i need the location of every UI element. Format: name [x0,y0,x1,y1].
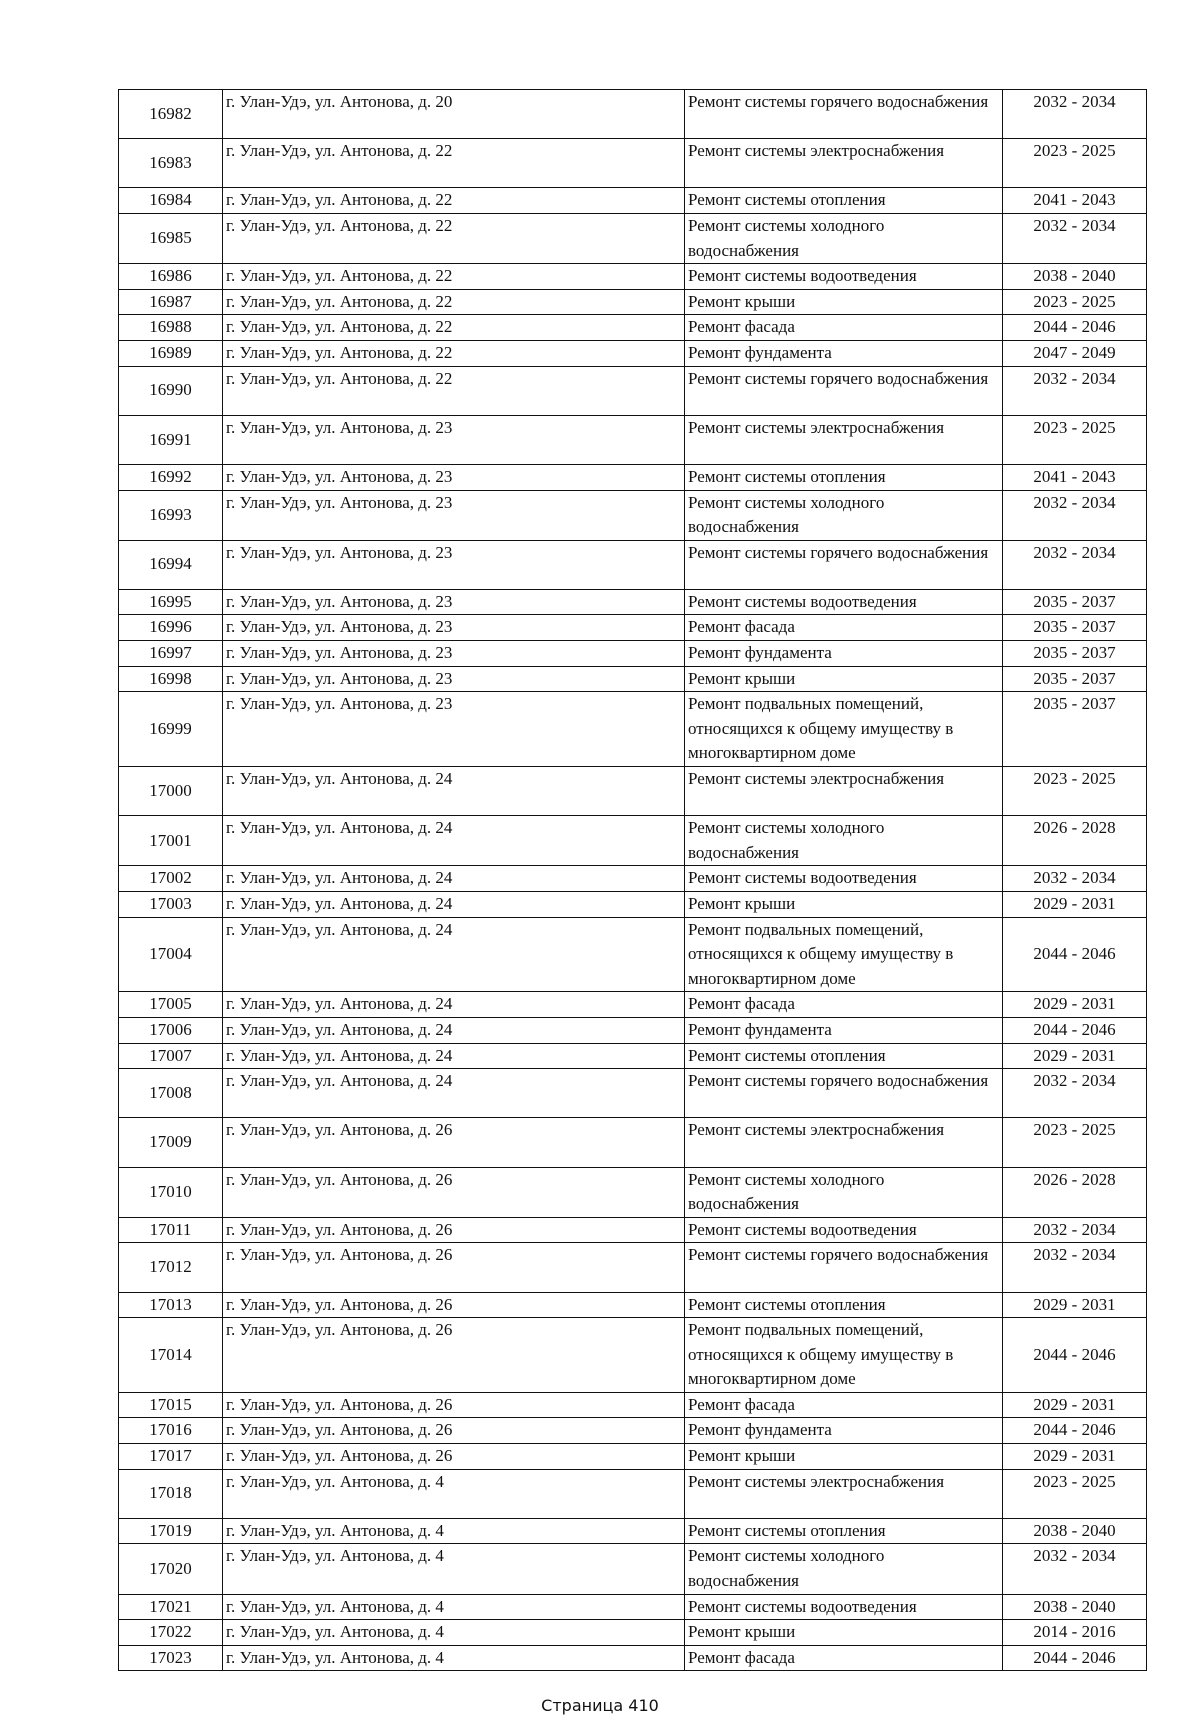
period-cell: 2044 - 2046 [1003,1017,1147,1043]
work-type-cell: Ремонт системы горячего водоснабжения [685,1069,1003,1118]
work-type-cell: Ремонт системы отопления [685,1518,1003,1544]
row-number-cell: 16995 [119,589,223,615]
address-cell: г. Улан-Удэ, ул. Антонова, д. 26 [223,1292,685,1318]
table-row [119,1392,1147,1418]
page-footer [0,1696,1200,1716]
period-cell: 2032 - 2034 [1003,90,1147,139]
table-row [119,139,1147,188]
row-number-cell: 16987 [119,289,223,315]
row-number-cell: 16990 [119,366,223,415]
address-cell: г. Улан-Удэ, ул. Антонова, д. 23 [223,692,685,767]
work-type-cell: Ремонт крыши [685,1620,1003,1646]
work-type-cell: Ремонт системы холодного водоснабжения [685,1544,1003,1594]
table-row [119,589,1147,615]
period-cell: 2035 - 2037 [1003,589,1147,615]
address-cell: г. Улан-Удэ, ул. Антонова, д. 26 [223,1243,685,1292]
table-row [119,1469,1147,1518]
period-cell: 2032 - 2034 [1003,490,1147,540]
work-type-cell: Ремонт системы отопления [685,464,1003,490]
work-type-cell: Ремонт подвальных помещений, относящихся к общему имуществу в многоквартирном доме [685,1318,1003,1393]
row-number-cell: 17015 [119,1392,223,1418]
work-type-cell: Ремонт системы водоотведения [685,1594,1003,1620]
table-row [119,340,1147,366]
work-type-cell: Ремонт системы водоотведения [685,866,1003,892]
address-cell: г. Улан-Удэ, ул. Антонова, д. 23 [223,666,685,692]
row-number-cell: 17005 [119,992,223,1018]
row-number-cell: 17006 [119,1017,223,1043]
work-type-cell: Ремонт фундамента [685,1017,1003,1043]
work-type-cell: Ремонт системы электроснабжения [685,1118,1003,1167]
table-row [119,1318,1147,1393]
period-cell: 2026 - 2028 [1003,816,1147,866]
table-row [119,213,1147,263]
work-type-cell: Ремонт системы горячего водоснабжения [685,540,1003,589]
address-cell: г. Улан-Удэ, ул. Антонова, д. 24 [223,917,685,992]
row-number-cell: 17000 [119,767,223,816]
row-number-cell: 16992 [119,464,223,490]
work-type-cell: Ремонт системы горячего водоснабжения [685,90,1003,139]
period-cell: 2014 - 2016 [1003,1620,1147,1646]
period-cell: 2041 - 2043 [1003,464,1147,490]
table-row [119,1243,1147,1292]
page-number: Страница 410 [541,1696,659,1715]
work-type-cell: Ремонт системы электроснабжения [685,415,1003,464]
work-type-cell: Ремонт подвальных помещений, относящихся к общему имуществу в многоквартирном доме [685,692,1003,767]
row-number-cell: 17007 [119,1043,223,1069]
row-number-cell: 17023 [119,1645,223,1671]
work-type-cell: Ремонт системы холодного водоснабжения [685,1167,1003,1217]
address-cell: г. Улан-Удэ, ул. Антонова, д. 24 [223,767,685,816]
table-row [119,866,1147,892]
period-cell: 2038 - 2040 [1003,1518,1147,1544]
period-cell: 2044 - 2046 [1003,315,1147,341]
row-number-cell: 16994 [119,540,223,589]
period-cell: 2035 - 2037 [1003,615,1147,641]
row-number-cell: 16984 [119,188,223,214]
address-cell: г. Улан-Удэ, ул. Антонова, д. 4 [223,1594,685,1620]
address-cell: г. Улан-Удэ, ул. Антонова, д. 24 [223,866,685,892]
period-cell: 2032 - 2034 [1003,213,1147,263]
table-row [119,289,1147,315]
work-type-cell: Ремонт фасада [685,1392,1003,1418]
table-row [119,90,1147,139]
row-number-cell: 17018 [119,1469,223,1518]
address-cell: г. Улан-Удэ, ул. Антонова, д. 23 [223,415,685,464]
row-number-cell: 17008 [119,1069,223,1118]
period-cell: 2032 - 2034 [1003,1069,1147,1118]
row-number-cell: 16985 [119,213,223,263]
address-cell: г. Улан-Удэ, ул. Антонова, д. 4 [223,1645,685,1671]
row-number-cell: 16993 [119,490,223,540]
table-row [119,1645,1147,1671]
address-cell: г. Улан-Удэ, ул. Антонова, д. 26 [223,1392,685,1418]
work-type-cell: Ремонт фундамента [685,340,1003,366]
work-type-cell: Ремонт крыши [685,892,1003,918]
period-cell: 2032 - 2034 [1003,540,1147,589]
table-row [119,692,1147,767]
table-row [119,615,1147,641]
work-type-cell: Ремонт системы электроснабжения [685,139,1003,188]
work-type-cell: Ремонт системы водоотведения [685,264,1003,290]
work-type-cell: Ремонт подвальных помещений, относящихся к общему имуществу в многоквартирном доме [685,917,1003,992]
period-cell: 2023 - 2025 [1003,1118,1147,1167]
period-cell: 2032 - 2034 [1003,1544,1147,1594]
work-type-cell: Ремонт крыши [685,289,1003,315]
work-type-cell: Ремонт системы водоотведения [685,589,1003,615]
address-cell: г. Улан-Удэ, ул. Антонова, д. 26 [223,1217,685,1243]
period-cell: 2038 - 2040 [1003,1594,1147,1620]
address-cell: г. Улан-Удэ, ул. Антонова, д. 23 [223,540,685,589]
table-row [119,1418,1147,1444]
period-cell: 2047 - 2049 [1003,340,1147,366]
address-cell: г. Улан-Удэ, ул. Антонова, д. 26 [223,1418,685,1444]
address-cell: г. Улан-Удэ, ул. Антонова, д. 22 [223,340,685,366]
address-cell: г. Улан-Удэ, ул. Антонова, д. 22 [223,264,685,290]
row-number-cell: 17021 [119,1594,223,1620]
work-type-cell: Ремонт крыши [685,666,1003,692]
work-type-cell: Ремонт системы электроснабжения [685,767,1003,816]
period-cell: 2044 - 2046 [1003,1418,1147,1444]
table-row [119,1118,1147,1167]
work-type-cell: Ремонт системы отопления [685,188,1003,214]
row-number-cell: 16998 [119,666,223,692]
row-number-cell: 17010 [119,1167,223,1217]
work-type-cell: Ремонт системы горячего водоснабжения [685,366,1003,415]
row-number-cell: 17003 [119,892,223,918]
period-cell: 2044 - 2046 [1003,1645,1147,1671]
work-type-cell: Ремонт фундамента [685,1418,1003,1444]
address-cell: г. Улан-Удэ, ул. Антонова, д. 26 [223,1118,685,1167]
work-type-cell: Ремонт системы холодного водоснабжения [685,816,1003,866]
table-row [119,1594,1147,1620]
table-row [119,415,1147,464]
table-row [119,767,1147,816]
address-cell: г. Улан-Удэ, ул. Антонова, д. 23 [223,615,685,641]
period-cell: 2023 - 2025 [1003,1469,1147,1518]
row-number-cell: 17014 [119,1318,223,1393]
table-row [119,992,1147,1018]
table-row [119,264,1147,290]
period-cell: 2044 - 2046 [1003,917,1147,992]
period-cell: 2029 - 2031 [1003,1392,1147,1418]
period-cell: 2032 - 2034 [1003,866,1147,892]
row-number-cell: 17020 [119,1544,223,1594]
row-number-cell: 17013 [119,1292,223,1318]
period-cell: 2023 - 2025 [1003,767,1147,816]
address-cell: г. Улан-Удэ, ул. Антонова, д. 4 [223,1518,685,1544]
row-number-cell: 17001 [119,816,223,866]
period-cell: 2023 - 2025 [1003,289,1147,315]
address-cell: г. Улан-Удэ, ул. Антонова, д. 24 [223,1043,685,1069]
table-row [119,188,1147,214]
table-row [119,1620,1147,1646]
row-number-cell: 16982 [119,90,223,139]
table-row [119,366,1147,415]
table-row [119,490,1147,540]
table-row [119,666,1147,692]
period-cell: 2035 - 2037 [1003,641,1147,667]
address-cell: г. Улан-Удэ, ул. Антонова, д. 24 [223,992,685,1018]
row-number-cell: 17016 [119,1418,223,1444]
period-cell: 2023 - 2025 [1003,139,1147,188]
table-row [119,1167,1147,1217]
period-cell: 2029 - 2031 [1003,1444,1147,1470]
period-cell: 2023 - 2025 [1003,415,1147,464]
row-number-cell: 17022 [119,1620,223,1646]
period-cell: 2026 - 2028 [1003,1167,1147,1217]
address-cell: г. Улан-Удэ, ул. Антонова, д. 4 [223,1469,685,1518]
address-cell: г. Улан-Удэ, ул. Антонова, д. 24 [223,816,685,866]
address-cell: г. Улан-Удэ, ул. Антонова, д. 22 [223,366,685,415]
table-row [119,892,1147,918]
period-cell: 2041 - 2043 [1003,188,1147,214]
row-number-cell: 17017 [119,1444,223,1470]
work-type-cell: Ремонт крыши [685,1444,1003,1470]
table-row [119,1518,1147,1544]
row-number-cell: 17019 [119,1518,223,1544]
row-number-cell: 16991 [119,415,223,464]
work-type-cell: Ремонт системы электроснабжения [685,1469,1003,1518]
table-row [119,1544,1147,1594]
work-type-cell: Ремонт системы отопления [685,1043,1003,1069]
table-row [119,1043,1147,1069]
row-number-cell: 17002 [119,866,223,892]
address-cell: г. Улан-Удэ, ул. Антонова, д. 26 [223,1444,685,1470]
row-number-cell: 17009 [119,1118,223,1167]
period-cell: 2038 - 2040 [1003,264,1147,290]
row-number-cell: 16996 [119,615,223,641]
period-cell: 2029 - 2031 [1003,1043,1147,1069]
table-row [119,917,1147,992]
table-row [119,464,1147,490]
table-row [119,1444,1147,1470]
work-type-cell: Ремонт системы водоотведения [685,1217,1003,1243]
table-row [119,315,1147,341]
address-cell: г. Улан-Удэ, ул. Антонова, д. 22 [223,315,685,341]
address-cell: г. Улан-Удэ, ул. Антонова, д. 23 [223,464,685,490]
table-row [119,1217,1147,1243]
period-cell: 2029 - 2031 [1003,892,1147,918]
table-row [119,1017,1147,1043]
row-number-cell: 16999 [119,692,223,767]
period-cell: 2035 - 2037 [1003,692,1147,767]
work-type-cell: Ремонт системы горячего водоснабжения [685,1243,1003,1292]
work-type-cell: Ремонт фасада [685,992,1003,1018]
work-type-cell: Ремонт системы холодного водоснабжения [685,213,1003,263]
row-number-cell: 16989 [119,340,223,366]
work-type-cell: Ремонт фундамента [685,641,1003,667]
row-number-cell: 16997 [119,641,223,667]
row-number-cell: 17004 [119,917,223,992]
work-type-cell: Ремонт системы отопления [685,1292,1003,1318]
address-cell: г. Улан-Удэ, ул. Антонова, д. 24 [223,1017,685,1043]
period-cell: 2035 - 2037 [1003,666,1147,692]
address-cell: г. Улан-Удэ, ул. Антонова, д. 24 [223,1069,685,1118]
period-cell: 2029 - 2031 [1003,992,1147,1018]
table-row [119,540,1147,589]
table-row [119,1292,1147,1318]
period-cell: 2032 - 2034 [1003,1243,1147,1292]
table-row [119,816,1147,866]
work-type-cell: Ремонт фасада [685,1645,1003,1671]
row-number-cell: 16988 [119,315,223,341]
address-cell: г. Улан-Удэ, ул. Антонова, д. 22 [223,213,685,263]
work-type-cell: Ремонт системы холодного водоснабжения [685,490,1003,540]
row-number-cell: 17011 [119,1217,223,1243]
row-number-cell: 16986 [119,264,223,290]
table-body [119,90,1147,1671]
period-cell: 2032 - 2034 [1003,1217,1147,1243]
address-cell: г. Улан-Удэ, ул. Антонова, д. 23 [223,490,685,540]
table-row [119,1069,1147,1118]
row-number-cell: 16983 [119,139,223,188]
address-cell: г. Улан-Удэ, ул. Антонова, д. 23 [223,589,685,615]
row-number-cell: 17012 [119,1243,223,1292]
address-cell: г. Улан-Удэ, ул. Антонова, д. 26 [223,1167,685,1217]
repair-schedule-table [118,89,1147,1671]
period-cell: 2029 - 2031 [1003,1292,1147,1318]
address-cell: г. Улан-Удэ, ул. Антонова, д. 24 [223,892,685,918]
address-cell: г. Улан-Удэ, ул. Антонова, д. 23 [223,641,685,667]
address-cell: г. Улан-Удэ, ул. Антонова, д. 4 [223,1544,685,1594]
work-type-cell: Ремонт фасада [685,315,1003,341]
period-cell: 2032 - 2034 [1003,366,1147,415]
address-cell: г. Улан-Удэ, ул. Антонова, д. 22 [223,289,685,315]
period-cell: 2044 - 2046 [1003,1318,1147,1393]
address-cell: г. Улан-Удэ, ул. Антонова, д. 22 [223,188,685,214]
work-type-cell: Ремонт фасада [685,615,1003,641]
address-cell: г. Улан-Удэ, ул. Антонова, д. 26 [223,1318,685,1393]
table-row [119,641,1147,667]
address-cell: г. Улан-Удэ, ул. Антонова, д. 20 [223,90,685,139]
address-cell: г. Улан-Удэ, ул. Антонова, д. 22 [223,139,685,188]
address-cell: г. Улан-Удэ, ул. Антонова, д. 4 [223,1620,685,1646]
